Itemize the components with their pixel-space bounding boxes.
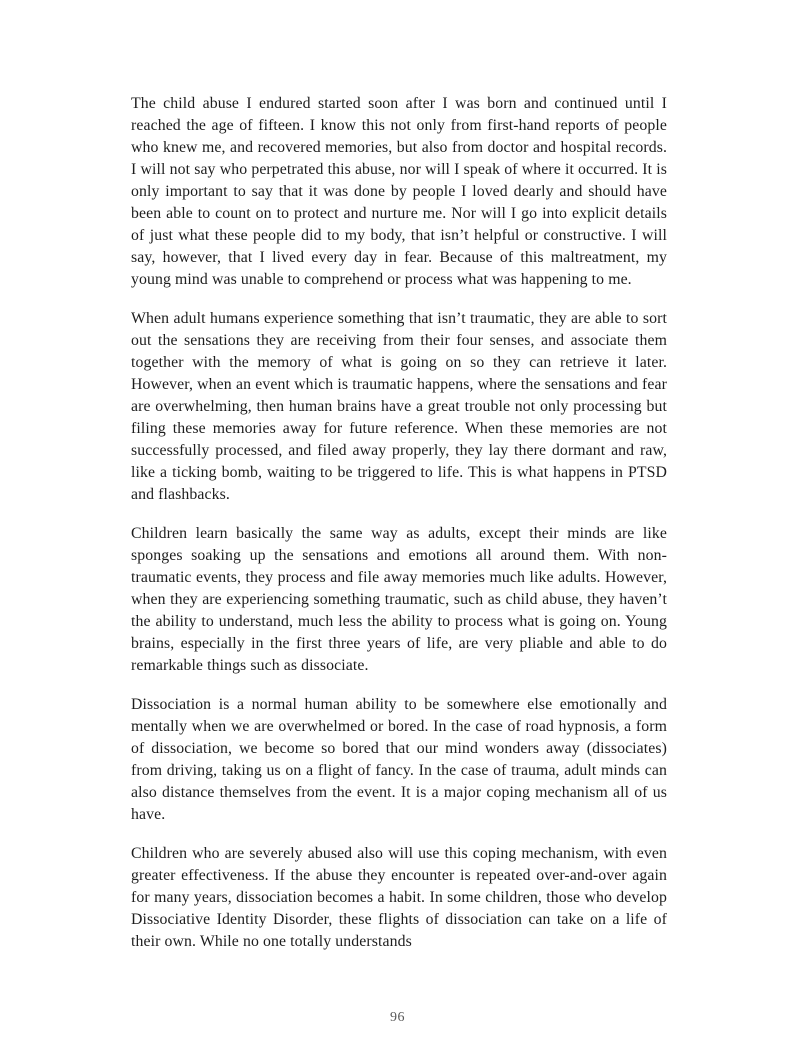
paragraph: Dissociation is a normal human ability to be somewhere else emotionally and mentally when we are overwhelmed or bored. In the case of road hypnosis, a form of dissociation, we become so bored that our mind wonders away (dissociates) from driving, taking us on a flight of fancy. In the case of trauma, adult minds can also distance themselves from the event. It is a major coping mechanism all of us have.: [131, 696, 667, 823]
paragraph: The child abuse I endured started soon after I was born and continued until I reached the age of fifteen. I know this not only from first-hand reports of people who knew me, and recovered memories, but also from doctor and hospital records. I will not say who perpetrated this abuse, nor will I speak of where it occurred. It is only important to say that it was done by people I loved dearly and should have been able to count on to protect and nurture me. Nor will I go into explicit details of just what these people did to my body, that isn’t helpful or constructive. I will say, however, that I lived every day in fear. Because of this maltreatment, my young mind was unable to comprehend or process what was happening to me.: [131, 95, 667, 288]
paragraph: Children learn basically the same way as adults, except their minds are like sponges soaking up the sensations and emotions all around them. With non-traumatic events, they process and file away memories much like adults. However, when they are experiencing something traumatic, such as child abuse, they haven’t the ability to understand, much less the ability to process what is going on. Young brains, especially in the first three years of life, are very pliable and able to do remarkable things such as dissociate.: [131, 525, 667, 674]
paragraph: Children who are severely abused also will use this coping mechanism, with even greater effectiveness. If the abuse they encounter is repeated over-and-over again for many years, dissociation becomes a habit. In some children, those who develop Dissociative Identity Disorder, these flights of dissociation can take on a life of their own. While no one totally understands: [131, 845, 667, 950]
paragraph: When adult humans experience something that isn’t traumatic, they are able to sort out the sensations they are receiving from their four senses, and associate them together with the memory of what is going on so they can retrieve it later. However, when an event which is traumatic happens, where the sensations and fear are overwhelming, then human brains have a great trouble not only processing but filing these memories away for future reference. When these memories are not successfully processed, and filed away properly, they lay there dormant and raw, like a ticking bomb, waiting to be triggered to life. This is what happens in PTSD and flashbacks.: [131, 310, 667, 503]
page-number: 96: [390, 1010, 405, 1025]
body-text: [131, 93, 667, 953]
